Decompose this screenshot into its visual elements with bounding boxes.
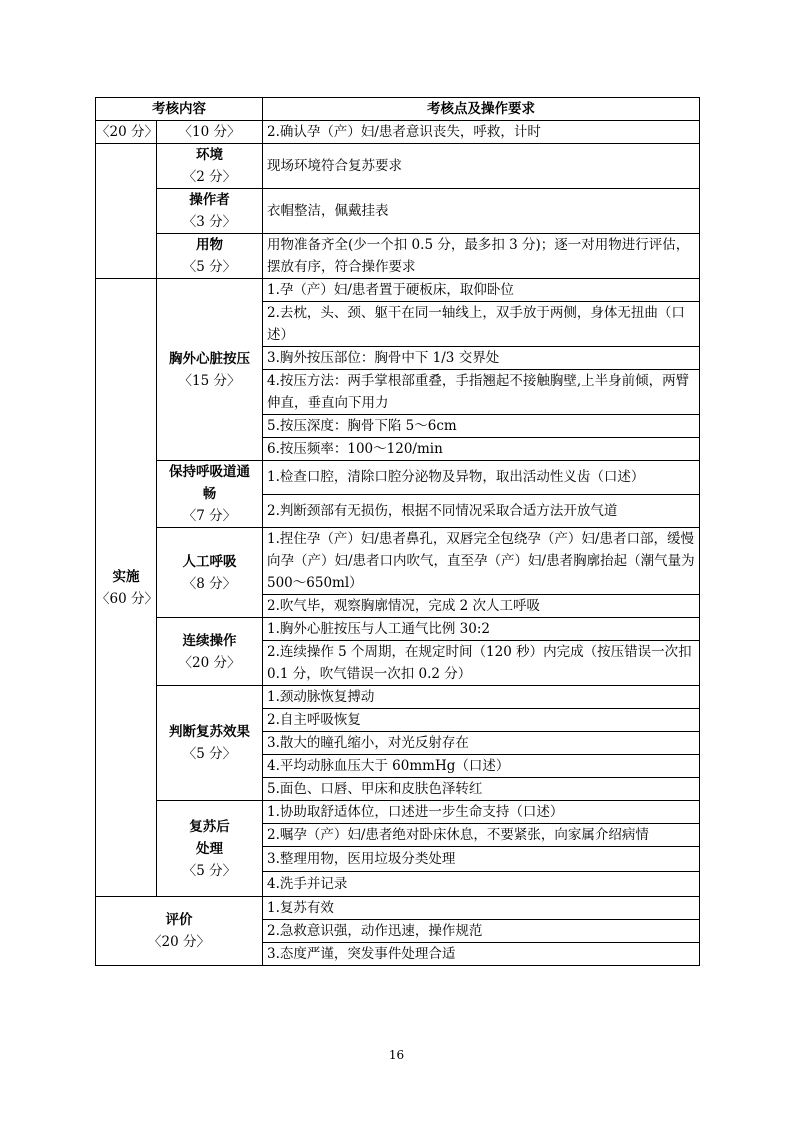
requirement-cell: 2.急救意识强，动作迅速，操作规范	[263, 920, 700, 943]
table-header-row	[96, 98, 700, 121]
page-number: 16	[388, 1048, 405, 1062]
table-row	[96, 189, 700, 234]
assessment-table	[95, 97, 700, 966]
requirement-cell: 2.判断颈部有无损伤，根据不同情况采取合适方法开放气道	[263, 494, 700, 528]
group-label: 连续操作 〈20 分〉	[157, 618, 263, 686]
requirement-cell: 1.协助取舒适体位，口述进一步生命支持（口述）	[263, 801, 700, 824]
score-cell: 〈10 分〉	[157, 121, 263, 144]
requirement-cell: 3.态度严谨，突发事件处理合适	[263, 943, 700, 966]
requirement-cell: 3.胸外按压部位：胸骨中下 1/3 交界处	[263, 347, 700, 370]
table-row	[96, 528, 700, 595]
requirement-cell: 4.平均动脉血压大于 60mmHg（口述）	[263, 755, 700, 778]
section-impl: 实施 〈60 分〉	[96, 279, 157, 897]
table-row	[96, 279, 700, 302]
group-label: 保持呼吸道通 畅 〈7 分〉	[157, 461, 263, 528]
requirement-cell: 1.捏住孕（产）妇/患者鼻孔，双唇完全包绕孕（产）妇/患者口部，缓慢向孕（产）妇/患者口内吹气，直至孕（产）妇/患者胸廓抬起（潮气量为 500～650ml）	[263, 528, 700, 595]
score-cell: 〈20 分〉	[96, 121, 157, 144]
table-row	[96, 801, 700, 824]
requirement-cell: 4.洗手并记录	[263, 872, 700, 897]
table-row	[96, 686, 700, 709]
requirement-cell: 2.去枕，头、颈、躯干在同一轴线上，双手放于两侧，身体无扭曲（口述）	[263, 302, 700, 347]
table-row	[96, 461, 700, 495]
requirement-cell: 2.自主呼吸恢复	[263, 709, 700, 732]
group-label: 胸外心脏按压 〈15 分〉	[157, 279, 263, 461]
requirement-cell: 3.散大的瞳孔缩小，对光反射存在	[263, 732, 700, 755]
table-row	[96, 121, 700, 144]
table-row	[96, 618, 700, 641]
item-label: 用物 〈5 分〉	[157, 234, 263, 279]
group-label: 复苏后 处理 〈5 分〉	[157, 801, 263, 897]
requirement-cell: 2.确认孕（产）妇/患者意识丧失，呼救，计时	[263, 121, 700, 144]
blank-cell	[96, 144, 157, 279]
header-requirements: 考核点及操作要求	[263, 98, 700, 121]
table-row	[96, 897, 700, 920]
requirement-cell: 2.嘱孕（产）妇/患者绝对卧床休息，不要紧张，向家属介绍病情	[263, 824, 700, 847]
header-content: 考核内容	[96, 98, 263, 121]
requirement-cell: 5.按压深度：胸骨下陷 5～6cm	[263, 415, 700, 438]
requirement-cell: 5.面色、口唇、甲床和皮肤色泽转红	[263, 778, 700, 801]
requirement-cell: 4.按压方法：两手掌根部重叠，手指翘起不接触胸壁,上半身前倾，两臂伸直，垂直向下用力	[263, 370, 700, 415]
requirement-cell: 用物准备齐全(少一个扣 0.5 分，最多扣 3 分)；逐一对用物进行评估，摆放有序，符合操作要求	[263, 234, 700, 279]
item-label: 环境 〈2 分〉	[157, 144, 263, 189]
requirement-cell: 2.连续操作 5 个周期，在规定时间（120 秒）内完成（按压错误一次扣 0.1 分，吹气错误一次扣 0.2 分）	[263, 641, 700, 686]
item-label: 操作者 〈3 分〉	[157, 189, 263, 234]
requirement-cell: 1.复苏有效	[263, 897, 700, 920]
requirement-cell: 1.孕（产）妇/患者置于硬板床，取仰卧位	[263, 279, 700, 302]
group-label: 人工呼吸 〈8 分〉	[157, 528, 263, 618]
group-label: 判断复苏效果 〈5 分〉	[157, 686, 263, 801]
requirement-cell: 1.颈动脉恢复搏动	[263, 686, 700, 709]
section-eval: 评价 〈20 分〉	[96, 897, 263, 966]
requirement-cell: 衣帽整洁，佩戴挂表	[263, 189, 700, 234]
table-row	[96, 234, 700, 279]
requirement-cell: 现场环境符合复苏要求	[263, 144, 700, 189]
assessment-table-container	[95, 97, 699, 966]
requirement-cell: 3.整理用物，医用垃圾分类处理	[263, 847, 700, 872]
requirement-cell: 1.胸外心脏按压与人工通气比例 30:2	[263, 618, 700, 641]
requirement-cell: 2.吹气毕，观察胸廓情况，完成 2 次人工呼吸	[263, 595, 700, 618]
requirement-cell: 1.检查口腔，清除口腔分泌物及异物，取出活动性义齿（口述）	[263, 461, 700, 495]
table-row	[96, 144, 700, 189]
requirement-cell: 6.按压频率：100～120/min	[263, 438, 700, 461]
